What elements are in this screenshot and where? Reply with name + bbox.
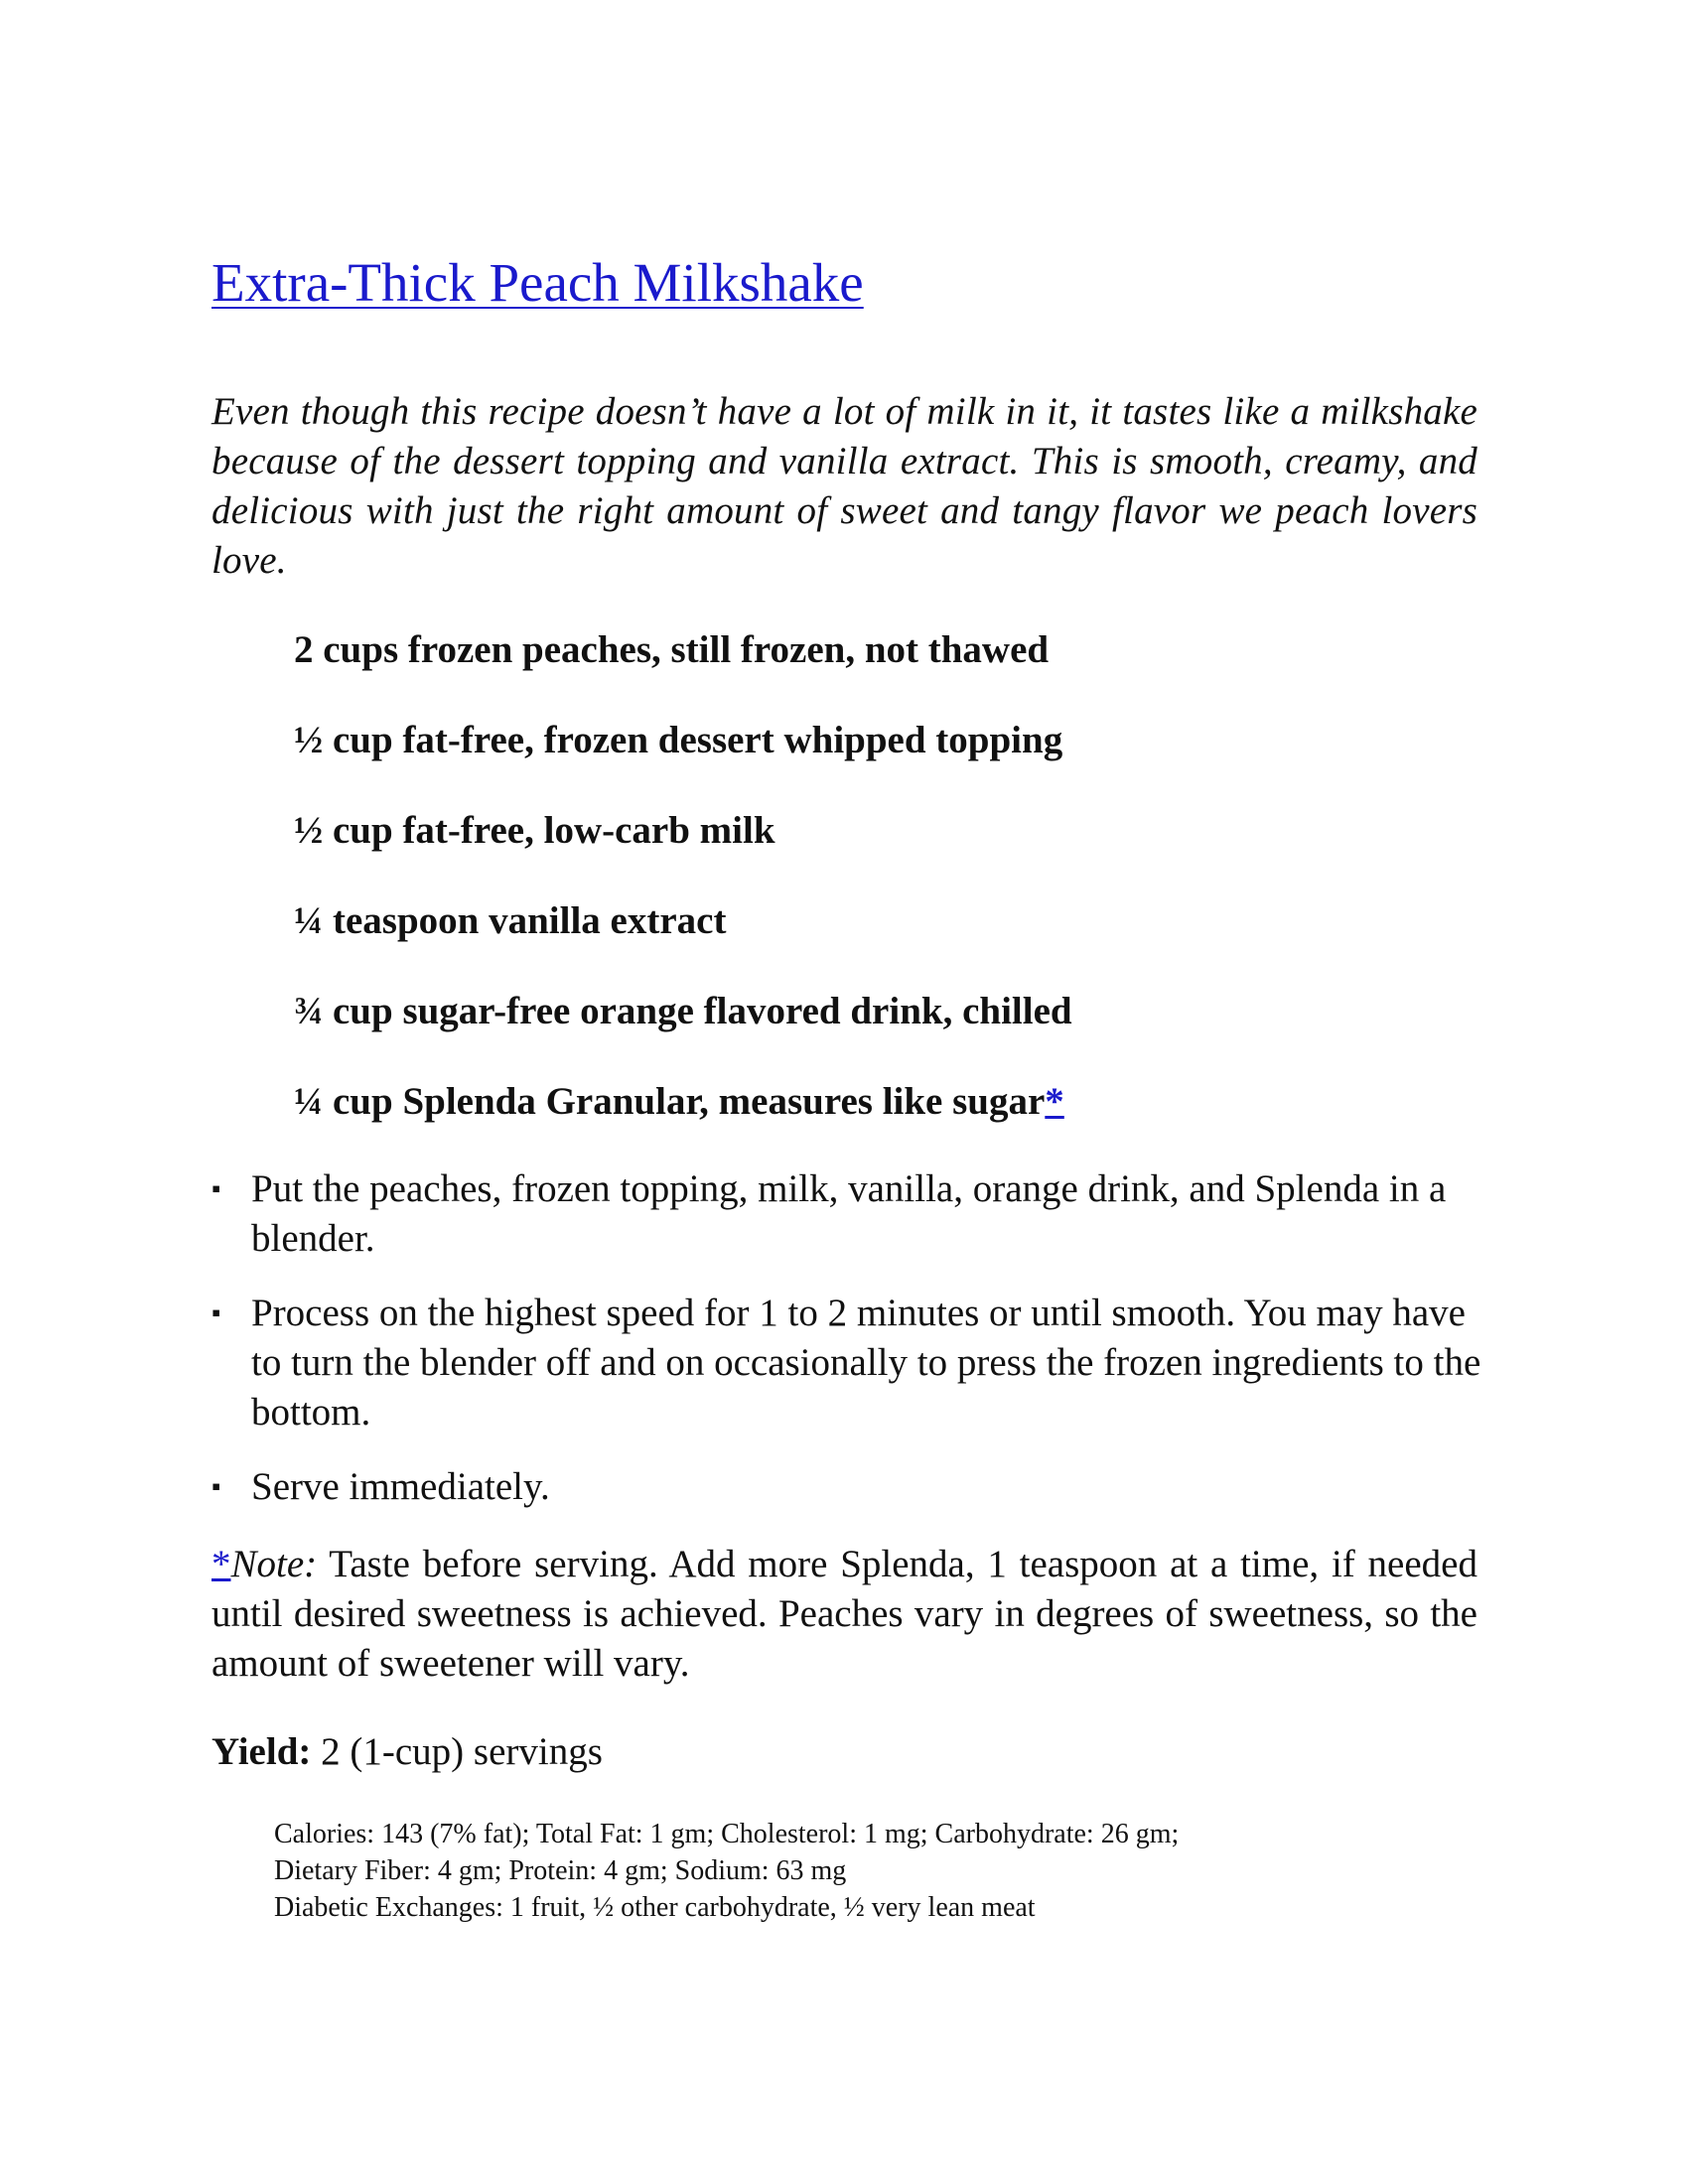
nutrition-info: [211, 1816, 1477, 1926]
recipe-yield: [211, 1727, 1477, 1777]
ingredient-item: [294, 625, 1477, 675]
bullet-icon: ▪: [211, 1471, 221, 1501]
footnote-link[interactable]: *: [1045, 1079, 1064, 1123]
ingredient-text: ¼ teaspoon vanilla extract: [294, 898, 727, 942]
recipe-intro: Even though this recipe doesn’t have a lot of milk in it, it tastes like a milkshake because of the dessert topping and vanilla extract. This is smooth, creamy, and delicious with just the right amount of sweet and tangy flavor we peach lovers love.: [211, 389, 1477, 582]
recipe-page: [211, 252, 1481, 1926]
ingredient-item: [294, 1077, 1477, 1127]
yield-label: Yield:: [211, 1729, 312, 1773]
footnote-anchor[interactable]: *: [211, 1542, 231, 1585]
note-label: Note:: [230, 1542, 318, 1585]
ingredient-text: ½ cup fat-free, frozen dessert whipped topping: [294, 718, 1063, 761]
ingredient-text: ½ cup fat-free, low-carb milk: [294, 808, 775, 852]
footnote: [211, 1540, 1477, 1689]
ingredient-text: 2 cups frozen peaches, still frozen, not thawed: [294, 627, 1050, 671]
ingredient-item: [294, 896, 1477, 946]
ingredient-item: [294, 806, 1477, 856]
instruction-step: [211, 1462, 1482, 1512]
instruction-text: Put the peaches, frozen topping, milk, vanilla, orange drink, and Splenda in a blender.: [251, 1166, 1447, 1260]
ingredient-text: ¾ cup sugar-free orange flavored drink, chilled: [294, 989, 1072, 1032]
instruction-text: Process on the highest speed for 1 to 2 minutes or until smooth. You may have to turn the blender off and on occasionally to press the frozen ingredients to the bottom.: [251, 1291, 1481, 1433]
yield-value: 2 (1-cup) servings: [311, 1729, 603, 1773]
ingredient-item: [294, 716, 1477, 765]
recipe-title-link[interactable]: Extra-Thick Peach Milkshake: [211, 252, 864, 313]
ingredient-list: [211, 625, 1477, 1127]
bullet-icon: ▪: [211, 1297, 221, 1327]
note-text: Taste before serving. Add more Splenda, 1 teaspoon at a time, if needed until desired sweetness is achieved. Peaches vary in degrees of sweetness, so the amount of sweetener will vary.: [211, 1542, 1477, 1685]
bullet-icon: ▪: [211, 1173, 221, 1203]
nutrition-line: Dietary Fiber: 4 gm; Protein: 4 gm; Sodium: 63 mg: [274, 1854, 847, 1886]
instruction-step: [211, 1164, 1482, 1264]
ingredient-item: [294, 987, 1477, 1036]
instruction-list: [211, 1164, 1481, 1512]
nutrition-line: Diabetic Exchanges: 1 fruit, ½ other carbohydrate, ½ very lean meat: [274, 1891, 1036, 1923]
instruction-text: Serve immediately.: [251, 1464, 550, 1508]
ingredient-text: ¼ cup Splenda Granular, measures like sugar: [294, 1079, 1046, 1123]
nutrition-line: Calories: 143 (7% fat); Total Fat: 1 gm; Cholesterol: 1 mg; Carbohydrate: 26 gm;: [274, 1818, 1180, 1849]
instruction-step: [211, 1289, 1482, 1437]
